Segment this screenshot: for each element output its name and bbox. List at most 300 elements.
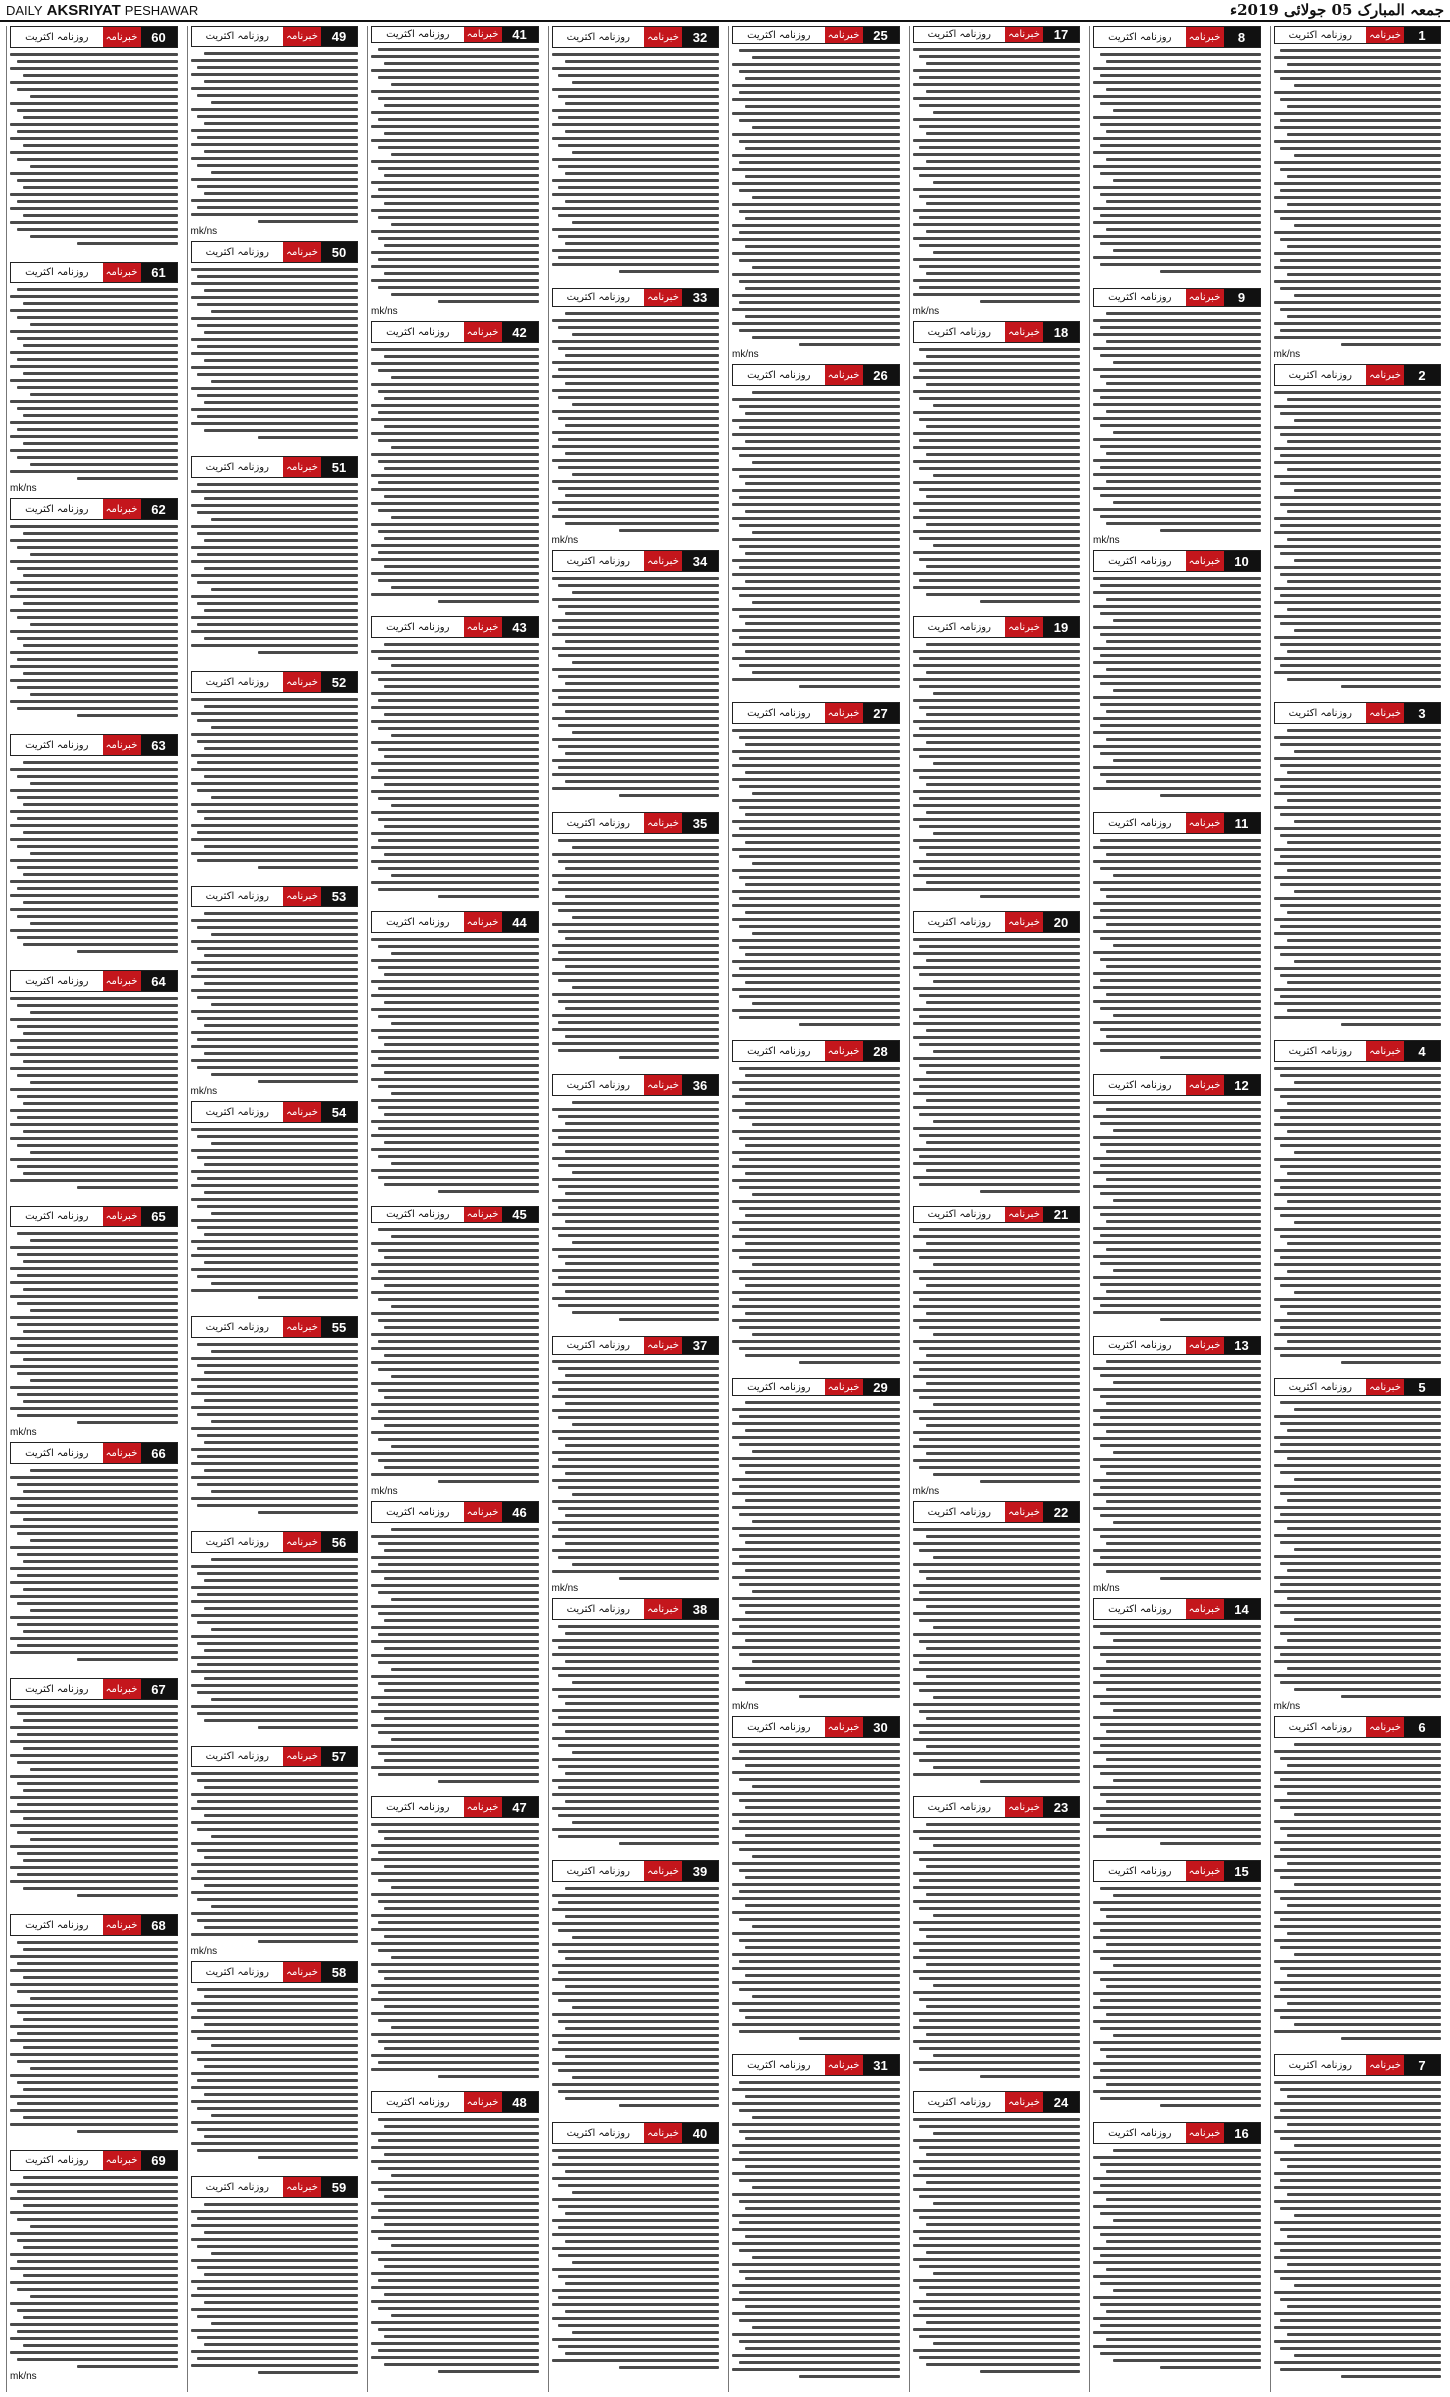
text-line	[378, 1057, 539, 1060]
text-line	[10, 679, 178, 682]
text-line	[197, 789, 358, 792]
text-line	[1093, 2226, 1261, 2229]
text-line	[1294, 629, 1441, 632]
text-line	[1274, 447, 1442, 450]
text-line	[1106, 2338, 1260, 2341]
text-line	[384, 2005, 538, 2008]
text-line	[1093, 2041, 1261, 2044]
text-line	[23, 574, 177, 577]
text-line	[913, 258, 1081, 261]
text-line	[10, 2232, 178, 2235]
text-line	[913, 1319, 1081, 1322]
text-line	[739, 1443, 900, 1446]
text-line	[558, 1835, 719, 1838]
text-line	[913, 1162, 1081, 1165]
text-line	[1287, 2165, 1441, 2168]
text-line	[384, 62, 538, 65]
text-line	[1274, 1067, 1442, 1070]
text-line	[197, 1177, 358, 1180]
news-item-header	[191, 1101, 359, 1123]
text-line	[204, 1233, 358, 1236]
text-line	[745, 580, 899, 583]
text-line	[1280, 1778, 1441, 1781]
text-line	[745, 1312, 899, 1315]
text-line	[371, 1120, 539, 1123]
text-line	[191, 595, 359, 598]
news-item-source: روزنامہ اکثریت	[386, 621, 450, 633]
news-item	[10, 1678, 178, 1910]
news-item-number: 26	[863, 365, 899, 385]
text-line	[391, 83, 538, 86]
text-line	[1280, 2249, 1441, 2252]
text-line	[913, 209, 1081, 212]
text-line	[913, 1724, 1081, 1727]
text-line	[1280, 1681, 1441, 1684]
text-line	[23, 1130, 177, 1133]
text-line	[1100, 612, 1261, 615]
news-item-number: 47	[502, 1797, 538, 1817]
text-line	[745, 510, 899, 513]
text-line	[1093, 186, 1261, 189]
text-line	[552, 515, 720, 518]
text-line	[1280, 168, 1441, 171]
text-line	[552, 2083, 720, 2086]
news-item-source: روزنامہ اکثریت	[1288, 369, 1352, 381]
text-line	[732, 1757, 900, 1760]
text-line	[919, 1256, 1080, 1259]
text-line	[913, 1036, 1081, 1039]
text-line	[1294, 489, 1441, 492]
text-line	[10, 365, 178, 368]
text-line	[211, 1003, 358, 1006]
text-line	[913, 1872, 1081, 1875]
text-line	[378, 699, 539, 702]
text-line	[1100, 1444, 1261, 1447]
text-line	[197, 2149, 358, 2152]
text-line	[913, 699, 1081, 702]
news-item-credit: mk/ns	[1093, 535, 1120, 546]
text-line	[191, 1821, 359, 1824]
text-line	[197, 2058, 358, 2061]
text-line	[1274, 1179, 1442, 1182]
text-line	[1093, 731, 1261, 734]
news-item-text	[371, 46, 539, 303]
text-line	[371, 1064, 539, 1067]
news-item-text	[371, 2116, 539, 2373]
text-line	[1093, 647, 1261, 650]
text-line	[1274, 2102, 1442, 2105]
text-line	[10, 595, 178, 598]
news-item-header	[10, 2150, 178, 2171]
text-line	[980, 1190, 1081, 1193]
text-line	[23, 803, 177, 806]
text-line	[23, 1260, 177, 1263]
text-line	[17, 1831, 178, 1834]
text-line	[1274, 2030, 1442, 2033]
text-line	[933, 404, 1080, 407]
news-item-header	[1093, 26, 1261, 48]
news-item-source: روزنامہ اکثریت	[927, 1506, 991, 1518]
news-item-text	[552, 51, 720, 273]
text-line	[565, 2212, 719, 2215]
text-line	[565, 1150, 719, 1153]
text-line	[191, 282, 359, 285]
text-line	[1093, 319, 1261, 322]
text-line	[913, 1942, 1081, 1945]
text-line	[197, 2217, 358, 2220]
text-line	[17, 1623, 178, 1626]
text-line	[197, 831, 358, 834]
text-line	[933, 251, 1080, 254]
text-line	[10, 1109, 178, 1112]
news-item-source: روزنامہ اکثریت	[1108, 292, 1172, 303]
text-line	[371, 671, 539, 674]
text-line	[565, 60, 719, 63]
news-item-source: روزنامہ اکثریت	[205, 461, 269, 473]
text-line	[371, 776, 539, 779]
text-line	[1341, 1361, 1442, 1364]
text-line	[10, 1651, 178, 1654]
text-line	[1274, 1109, 1442, 1112]
text-line	[384, 2223, 538, 2226]
text-line	[10, 1497, 178, 1500]
text-line	[1113, 2219, 1260, 2222]
text-line	[1274, 1415, 1442, 1418]
text-line	[732, 904, 900, 907]
text-line	[745, 1611, 899, 1614]
text-line	[552, 389, 720, 392]
text-line	[378, 1438, 539, 1441]
news-item-text	[913, 2116, 1081, 2373]
text-line	[732, 273, 900, 276]
text-line	[10, 379, 178, 382]
text-line	[913, 818, 1081, 821]
text-line	[77, 1421, 178, 1424]
text-line	[732, 1632, 900, 1635]
text-line	[732, 447, 900, 450]
news-item-source: روزنامہ اکثریت	[1108, 31, 1172, 43]
text-line	[17, 2358, 178, 2361]
text-line	[552, 633, 720, 636]
text-line	[378, 439, 539, 442]
text-line	[919, 867, 1080, 870]
text-line	[378, 188, 539, 191]
text-line	[572, 916, 719, 919]
news-item-text	[10, 523, 178, 717]
news-item-tag: خبرنامہ	[644, 1861, 682, 1881]
text-line	[1294, 1548, 1441, 1551]
text-line	[204, 401, 358, 404]
text-line	[391, 874, 538, 877]
news-item-credit: mk/ns	[10, 2371, 37, 2382]
text-line	[1106, 2083, 1260, 2086]
text-line	[197, 1663, 358, 1666]
text-line	[739, 2081, 900, 2084]
text-line	[1106, 1570, 1260, 1573]
news-item-text	[732, 389, 900, 688]
text-line	[1280, 552, 1441, 555]
text-line	[1106, 668, 1260, 671]
news-item-number: 40	[682, 2123, 718, 2143]
text-line	[197, 810, 358, 813]
text-line	[1280, 1988, 1441, 1991]
text-line	[732, 1151, 900, 1154]
text-line	[552, 577, 720, 580]
text-line	[752, 932, 899, 935]
text-line	[1100, 1122, 1261, 1125]
text-line	[1280, 2179, 1441, 2182]
news-item-source: روزنامہ اکثریت	[205, 246, 269, 258]
text-line	[17, 796, 178, 799]
text-line	[1287, 1792, 1441, 1795]
text-line	[745, 1354, 899, 1357]
text-line	[933, 1263, 1080, 1266]
text-line	[384, 202, 538, 205]
text-line	[1100, 1283, 1261, 1286]
news-item-text	[371, 346, 539, 603]
news-item-tag: خبرنامہ	[1186, 1861, 1224, 1881]
text-line	[919, 1183, 1080, 1186]
text-line	[378, 2040, 539, 2043]
text-line	[391, 516, 538, 519]
text-line	[10, 1796, 178, 1799]
text-line	[1274, 2340, 1442, 2343]
text-line	[371, 418, 539, 421]
text-line	[732, 890, 900, 893]
text-line	[1274, 301, 1442, 304]
text-line	[572, 333, 719, 336]
text-line	[378, 2279, 539, 2282]
text-line	[1106, 1985, 1260, 1988]
text-line	[926, 1893, 1080, 1896]
text-line	[204, 429, 358, 432]
text-line	[10, 1866, 178, 1869]
text-line	[1294, 1883, 1441, 1886]
text-line	[371, 2160, 539, 2163]
text-line	[23, 1172, 177, 1175]
text-line	[371, 2181, 539, 2184]
text-line	[1274, 2130, 1442, 2133]
text-line	[1093, 221, 1261, 224]
news-item-header	[191, 1316, 359, 1338]
text-line	[1093, 235, 1261, 238]
text-line	[191, 1807, 359, 1810]
text-line	[378, 867, 539, 870]
news-item-tag: خبرنامہ	[1186, 2123, 1224, 2143]
news-item	[10, 26, 178, 258]
text-line	[10, 768, 178, 771]
text-line	[933, 1333, 1080, 1336]
text-line	[378, 1661, 539, 1664]
text-line	[384, 1935, 538, 1938]
text-line	[204, 1814, 358, 1817]
text-line	[371, 2033, 539, 2036]
text-line	[919, 2047, 1080, 2050]
text-line	[552, 703, 720, 706]
news-item-number: 5	[1404, 1379, 1440, 1395]
text-line	[745, 1214, 899, 1217]
text-line	[391, 1305, 538, 1308]
news-item-tag: خبرنامہ	[1005, 27, 1043, 42]
text-line	[913, 769, 1081, 772]
text-line	[10, 1616, 178, 1619]
text-line	[1280, 1562, 1441, 1565]
text-line	[1093, 1695, 1261, 1698]
text-line	[1280, 743, 1441, 746]
text-line	[558, 1950, 719, 1953]
text-line	[10, 894, 178, 897]
text-line	[384, 1619, 538, 1622]
text-line	[913, 1654, 1081, 1657]
text-line	[933, 2132, 1080, 2135]
text-line	[1100, 1213, 1261, 1216]
news-column	[1270, 26, 1445, 2392]
text-line	[1100, 584, 1261, 587]
news-column	[728, 26, 903, 2392]
text-line	[739, 1485, 900, 1488]
text-line	[1274, 1193, 1442, 1196]
text-line	[739, 161, 900, 164]
news-item-text	[10, 1467, 178, 1661]
text-line	[1100, 958, 1261, 961]
text-line	[1274, 531, 1442, 534]
text-line	[1093, 403, 1261, 406]
text-line	[378, 2167, 539, 2170]
text-line	[739, 1016, 900, 1019]
text-line	[1280, 1214, 1441, 1217]
news-item-header	[1093, 1336, 1261, 1355]
text-line	[17, 2011, 178, 2014]
news-item	[191, 1746, 359, 1957]
text-line	[919, 755, 1080, 758]
text-line	[1280, 189, 1441, 192]
text-line	[1274, 2151, 1442, 2154]
text-line	[371, 959, 539, 962]
news-item-text	[1093, 575, 1261, 797]
text-line	[10, 1281, 178, 1284]
text-line	[565, 965, 719, 968]
text-line	[197, 761, 358, 764]
text-line	[1294, 1408, 1441, 1411]
news-item	[732, 1040, 900, 1374]
text-line	[17, 2190, 178, 2193]
text-line	[1093, 1367, 1261, 1370]
text-line	[384, 425, 538, 428]
text-line	[926, 1535, 1080, 1538]
text-line	[913, 83, 1081, 86]
text-line	[384, 1001, 538, 1004]
text-line	[10, 2337, 178, 2340]
text-line	[919, 216, 1080, 219]
text-line	[1287, 841, 1441, 844]
text-line	[1274, 336, 1442, 339]
text-line	[739, 594, 900, 597]
text-line	[558, 1646, 719, 1649]
text-line	[204, 1371, 358, 1374]
text-line	[572, 151, 719, 154]
text-line	[384, 1141, 538, 1144]
news-item-number: 45	[502, 1207, 538, 1222]
news-item-number: 3	[1404, 703, 1440, 723]
news-item	[1274, 1716, 1442, 2050]
text-line	[1160, 1842, 1261, 1845]
news-item	[552, 550, 720, 808]
text-line	[371, 720, 539, 723]
text-line	[197, 1066, 358, 1069]
news-item-text	[1274, 727, 1442, 1026]
text-line	[919, 2265, 1080, 2268]
text-line	[558, 724, 719, 727]
text-line	[371, 706, 539, 709]
text-line	[1100, 144, 1261, 147]
text-line	[197, 1800, 358, 1803]
text-line	[371, 1361, 539, 1364]
text-line	[732, 1109, 900, 1112]
text-line	[1287, 398, 1441, 401]
text-line	[919, 1879, 1080, 1882]
news-item-number: 22	[1043, 1502, 1079, 1522]
text-line	[552, 888, 720, 891]
text-line	[191, 1565, 359, 1568]
text-line	[384, 713, 538, 716]
text-line	[30, 95, 177, 98]
text-line	[926, 90, 1080, 93]
text-line	[739, 1604, 900, 1607]
news-item-source: روزنامہ اکثریت	[566, 1603, 630, 1615]
text-line	[191, 1476, 359, 1479]
text-line	[913, 2174, 1081, 2177]
text-line	[191, 2308, 359, 2311]
text-line	[17, 228, 178, 231]
text-line	[745, 1974, 899, 1977]
text-line	[10, 2197, 178, 2200]
text-line	[371, 2321, 539, 2324]
text-line	[933, 2342, 1080, 2345]
news-item-tag: خبرنامہ	[283, 27, 321, 46]
text-line	[1106, 1915, 1260, 1918]
text-line	[10, 1754, 178, 1757]
text-line	[619, 1577, 720, 1580]
text-line	[1287, 650, 1441, 653]
text-line	[17, 1990, 178, 1993]
text-line	[1280, 119, 1441, 122]
text-line	[552, 1922, 720, 1925]
text-line	[371, 881, 539, 884]
text-line	[211, 726, 358, 729]
text-line	[1093, 1667, 1261, 1670]
text-line	[1100, 2069, 1261, 2072]
text-line	[552, 2198, 720, 2201]
text-line	[919, 2019, 1080, 2022]
text-line	[1287, 771, 1441, 774]
text-line	[197, 740, 358, 743]
news-item-tag: خبرنامہ	[644, 289, 682, 306]
text-line	[752, 1193, 899, 1196]
news-item-header	[732, 26, 900, 44]
text-line	[1093, 1479, 1261, 1482]
news-item-text	[371, 1821, 539, 2078]
text-line	[1280, 1256, 1441, 1259]
news-item-tag: خبرنامہ	[644, 27, 682, 47]
news-item-number: 51	[321, 457, 357, 477]
text-line	[1100, 1653, 1261, 1656]
text-line	[1106, 480, 1260, 483]
text-line	[565, 242, 719, 245]
news-item-tag: خبرنامہ	[283, 1962, 321, 1982]
text-line	[1274, 2312, 1442, 2315]
text-line	[1093, 675, 1261, 678]
text-line	[1287, 2305, 1441, 2308]
